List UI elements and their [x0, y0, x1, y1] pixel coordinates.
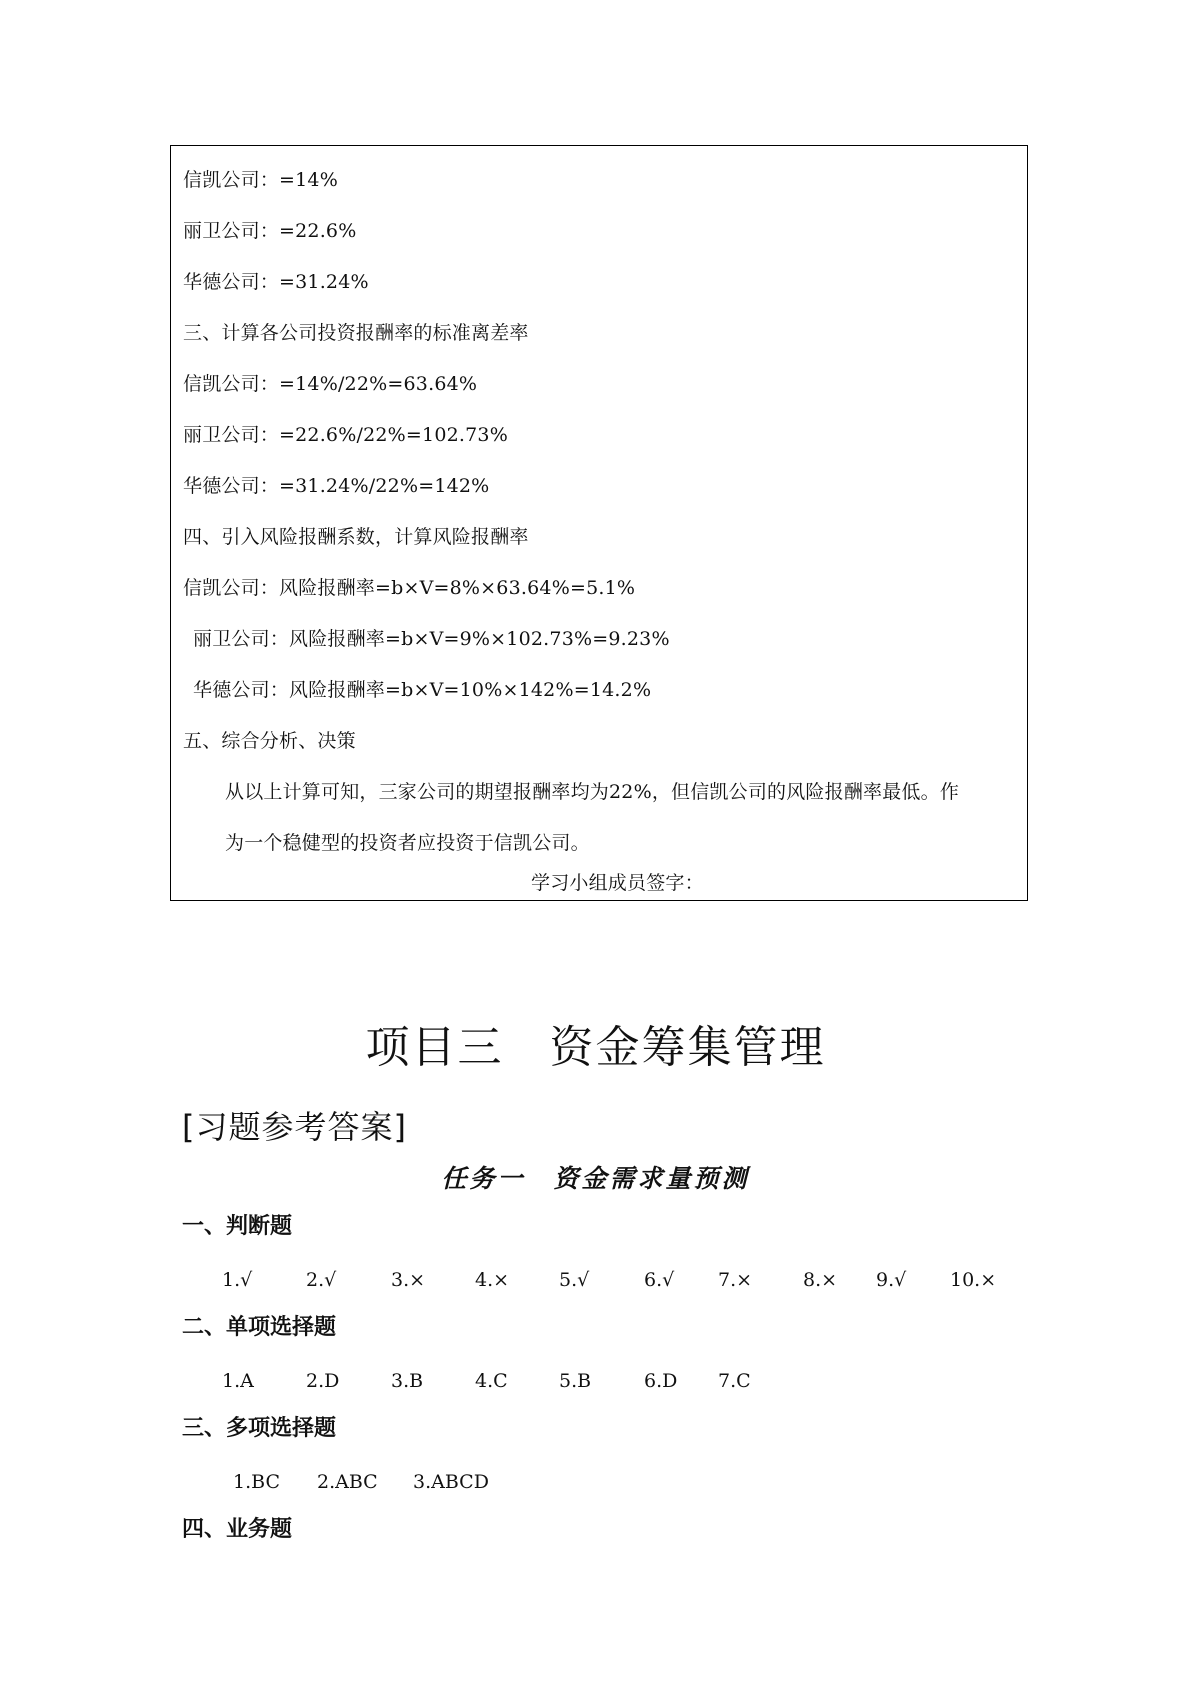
task-title: 任务一 资金需求量预测	[441, 1164, 750, 1193]
section-heading-single-choice: 二、单项选择题	[182, 1315, 337, 1340]
answer-item: 9.√	[876, 1269, 907, 1291]
answer-item: 3.×	[391, 1269, 426, 1291]
answer-item: 3.ABCD	[413, 1471, 489, 1493]
box-line: 华德公司：=31.24%	[183, 271, 369, 293]
answer-item: 1.BC	[233, 1471, 280, 1493]
box-line: 丽卫公司：=22.6%/22%=102.73%	[183, 424, 508, 446]
section-heading-multiple-choice: 三、多项选择题	[182, 1416, 337, 1441]
answer-item: 3.B	[391, 1370, 424, 1392]
answer-item: 4.C	[475, 1370, 508, 1392]
answer-item: 7.×	[718, 1269, 753, 1291]
answer-item: 2.ABC	[317, 1471, 378, 1493]
answer-item: 1.A	[222, 1370, 254, 1392]
box-heading: 三、计算各公司投资报酬率的标准离差率	[183, 322, 529, 344]
answer-item: 2.D	[306, 1370, 340, 1392]
answer-item: 8.×	[803, 1269, 838, 1291]
section-heading-judgment: 一、判断题	[182, 1214, 293, 1239]
box-line: 华德公司：风险报酬率=b×V=10%×142%=14.2%	[193, 679, 652, 701]
calculation-box	[170, 145, 1028, 901]
box-line: 丽卫公司：=22.6%	[183, 220, 357, 242]
box-line: 信凯公司：=14%/22%=63.64%	[183, 373, 478, 395]
answer-item: 7.C	[718, 1370, 751, 1392]
answer-item: 4.×	[475, 1269, 510, 1291]
answer-item: 6.D	[644, 1370, 678, 1392]
project-title: 项目三 资金筹集管理	[365, 1022, 826, 1073]
answer-item: 10.×	[950, 1269, 997, 1291]
box-paragraph: 为一个稳健型的投资者应投资于信凯公司。	[225, 832, 590, 854]
box-line: 丽卫公司：风险报酬率=b×V=9%×102.73%=9.23%	[193, 628, 670, 650]
signature-label: 学习小组成员签字：	[531, 872, 704, 894]
box-line: 华德公司：=31.24%/22%=142%	[183, 475, 490, 497]
box-heading: 四、引入风险报酬系数，计算风险报酬率	[183, 526, 529, 548]
subtitle: [习题参考答案]	[182, 1108, 407, 1146]
answer-item: 5.√	[559, 1269, 590, 1291]
box-paragraph: 从以上计算可知，三家公司的期望报酬率均为22%，但信凯公司的风险报酬率最低。作	[225, 781, 960, 803]
section-heading-business: 四、业务题	[182, 1517, 293, 1542]
answer-item: 2.√	[306, 1269, 337, 1291]
answer-item: 5.B	[559, 1370, 592, 1392]
box-heading: 五、综合分析、决策	[183, 730, 356, 752]
answer-item: 6.√	[644, 1269, 675, 1291]
box-line: 信凯公司：风险报酬率=b×V=8%×63.64%=5.1%	[183, 577, 636, 599]
box-line: 信凯公司：=14%	[183, 169, 338, 191]
answer-item: 1.√	[222, 1269, 253, 1291]
